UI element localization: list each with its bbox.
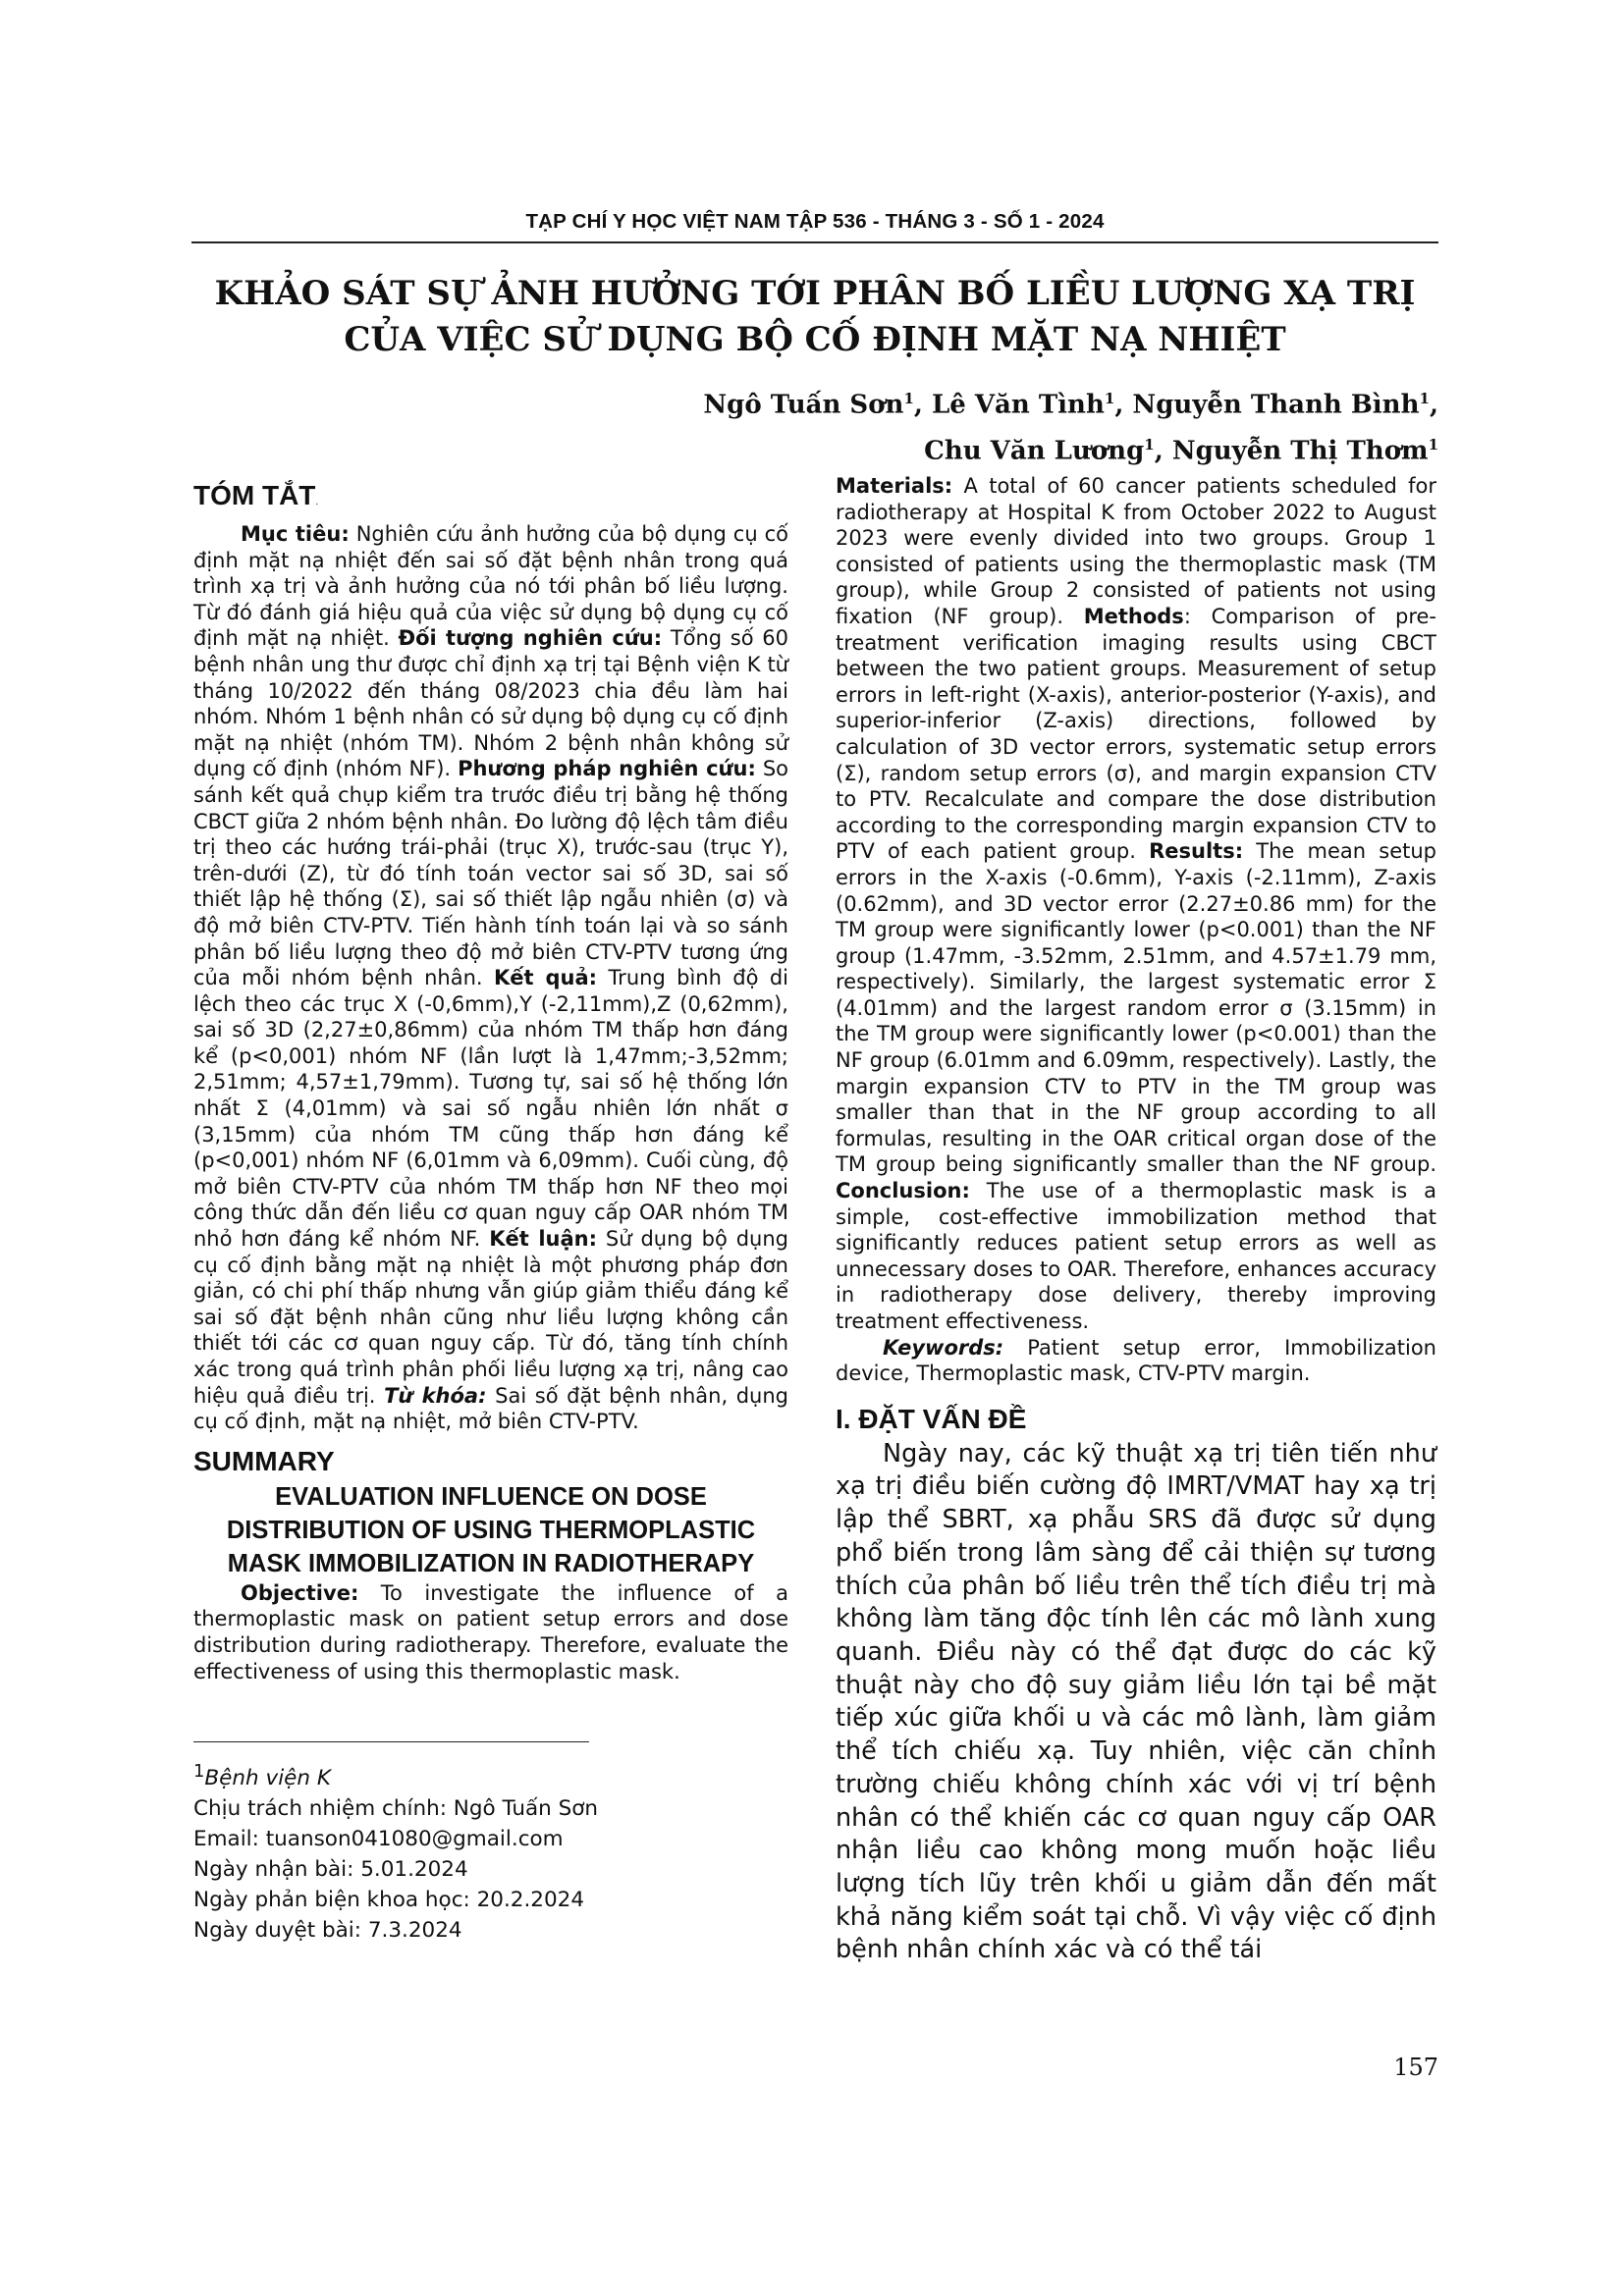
summary-results-label: Results: — [1149, 839, 1244, 864]
keywords-label: Từ khóa: — [384, 1383, 487, 1408]
affiliation-mark: 1 — [1419, 390, 1430, 407]
materials-text: A total of 60 cancer patients scheduled for radiotherapy at Hospital K from October 2022 to August 2023 were evenly divided into two groups. Group 1 consisted of patients using the thermoplastic mask (TM group), while Group 2 consisted of patients not using fixation (NF group). — [836, 474, 1436, 628]
summary-objective-label: Objective: — [241, 1580, 359, 1605]
keywords-text: Sai số đặt bệnh nhân, dụng cụ cố định, mặt nạ nhiệt, mở biên CTV-PTV. — [193, 1383, 789, 1434]
section-heading: I. ĐẶT VẤN ĐỀ — [836, 1403, 1027, 1434]
summary-objective-paragraph — [193, 1580, 788, 1684]
affiliation-mark: 1 — [1428, 435, 1438, 454]
objective-text: Nghiên cứu ảnh hưởng của bộ dụng cụ cố định mặt nạ nhiệt đến sai số đặt bệnh nhân trong quá trình xạ trị và ảnh hưởng của nó tới phân bố liều lượng. Từ đó đánh giá hiệu quả của việc sử dụng bộ dụng cụ cố định mặt nạ nhiệt. — [193, 522, 789, 651]
author-separator: , — [1114, 390, 1133, 420]
summary-keywords-label: Keywords: — [883, 1335, 1004, 1360]
received-date: Ngày nhận bài: 5.01.2024 — [193, 1857, 468, 1883]
author-separator: , — [1154, 436, 1172, 466]
title-line-2: CỦA VIỆC SỬ DỤNG BỘ CỐ ĐỊNH MẶT NẠ NHIỆT — [344, 320, 1286, 359]
results-text: Trung bình độ di lệch theo các trục X (-0,6mm),Y (-2,11mm),Z (0,62mm), sai số 3D (2,27±0,86mm) của nhóm TM thấp hơn đáng kể (p<0,001) nhóm NF (lần lượt là 1,47mm;-3,52mm; 2,51mm; 4,57±1,79mm). Tương tự, sai số hệ thống lớn nhất Σ (4,01mm) và sai số ngẫu nhiên lớn nhất σ (3,15mm) của nhóm TM cũng thấp hơn đáng kể (p<0,001) nhóm NF (6,01mm và 6,09mm). Cuối cùng, độ mở biên CTV-PTV của nhóm TM thấp hơn NF theo mọi công thức dẫn đến liều cơ quan nguy cấp OAR nhóm TM nhỏ hơn đáng kể nhóm NF. — [193, 966, 788, 1252]
summary-title-line-2: DISTRIBUTION OF USING THERMOPLASTIC — [226, 1516, 756, 1544]
right-column — [836, 473, 1436, 1967]
article-title — [191, 271, 1438, 363]
review-date: Ngày phản biện khoa học: 20.2.2024 — [193, 1888, 585, 1913]
abstract-vi-paragraph — [193, 521, 788, 1435]
left-column — [193, 477, 788, 1946]
affiliation-mark: 1 — [1104, 390, 1115, 407]
subjects-label: Đối tượng nghiên cứu: — [398, 626, 663, 651]
introduction-paragraph: Ngày nay, các kỹ thuật xạ trị tiên tiến như xạ trị điều biến cường độ IMRT/VMAT hay xạ trị lập thể SBRT, xạ phẫu SRS đã được sử dụng phổ biến trong lâm sàng để cải thiện sự tương thích của phân bố liều trên thể tích điều trị mà không làm tăng độc tính lên các mô lành xung quanh. Điều này có thể đạt được do các kỹ thuật này cho độ suy giảm liều lớn tại bề mặt tiếp xúc giữa khối u và các mô lành, làm giảm thể tích chiếu xạ. Tuy nhiên, việc căn chỉnh trường chiếu không chính xác với vị trí bệnh nhân có thể khiến các cơ quan nguy cấp OAR nhận liều cao không mong muốn hoặc liều lượng tích lũy trên khối u giảm dẫn đến mất khả năng kiểm soát tại chỗ. Vì vậy việc cố định bệnh nhân chính xác và có thể tái — [836, 1438, 1436, 1965]
subjects-text: Tổng số 60 bệnh nhân ung thư được chỉ định xạ trị tại Bệnh viện K từ tháng 10/2022 đến tháng 08/2023 chia đều làm hai nhóm. Nhóm 1 bệnh nhân có sử dụng bộ dụng cụ cố định mặt nạ nhiệt (nhóm TM). Nhóm 2 bệnh nhân không sử dụng cố định (nhóm NF). — [193, 626, 788, 781]
email: Email: tuanson041080@gmail.com — [193, 1827, 564, 1852]
affiliation-text: Bệnh viện K — [204, 1766, 331, 1791]
conclusion-label: Kết luận: — [489, 1227, 598, 1252]
affiliation-mark: 1 — [1144, 435, 1155, 454]
summary-keywords-text: Patient setup error, Immobilization device, Thermoplastic mask, CTV-PTV margin. — [836, 1335, 1436, 1386]
author-name: Lê Văn Tình — [931, 390, 1105, 420]
methods-text: So sánh kết quả chụp kiểm tra trước điều trị bằng hệ thống CBCT giữa 2 nhóm bệnh nhân. Đo lường độ lệch tâm điều trị theo các hướng trái-phải (trục X), trước-sau (trục Y), trên-dưới (Z), từ đó tính toán vector sai số 3D, sai số thiết lập hệ thống (Σ), sai số thiết lập ngẫu nhiên (σ) và độ mở biên CTV-PTV. Tiến hành tính toán lại và so sánh phân bố liều lượng theo độ mở biên CTV-PTV tương ứng của mỗi nhóm bệnh nhân. — [193, 757, 789, 990]
summary-methods-text: : Comparison of pre-treatment verification imaging results using CBCT between the two patient groups. Measurement of setup errors in left-right (X-axis), anterior-posterior (Y-axis), and superior-inferior (Z-axis) directions, followed by calculation of 3D vector errors, systematic setup errors (Σ), random setup errors (σ), and margin expansion CTV to PTV. Recalculate and compare the dose distribution according to the corresponding margin expansion CTV to PTV of each patient group. — [836, 604, 1436, 864]
footnote-rule — [193, 1741, 589, 1742]
summary-main-paragraph — [836, 473, 1436, 1335]
affiliation-mark: 1 — [193, 1761, 205, 1783]
abstract-heading-text: TÓM TẮT — [193, 480, 316, 510]
summary-heading: SUMMARY — [193, 1445, 335, 1476]
summary-title-line-1: EVALUATION INFLUENCE ON DOSE — [275, 1482, 707, 1511]
conclusion-text: Sử dụng bộ dụng cụ cố định bằng mặt nạ nhiệt là một phương pháp đơn giản, có chi phí thấp nhưng vẫn giúp giảm thiểu đáng kể sai số đặt bệnh nhân cũng như liều lượng không cần thiết tới các cơ quan nguy cấp. Từ đó, tăng tính chính xác trong quá trình phân phối liều lượng xạ trị, nâng cao hiệu quả điều trị. — [193, 1227, 789, 1408]
page-number: 157 — [1393, 2054, 1438, 2081]
author-name: Ngô Tuấn Sơn — [703, 390, 904, 420]
methods-label: Phương pháp nghiên cứu: — [458, 757, 756, 781]
summary-methods-label: Methods — [1083, 604, 1184, 628]
affiliation-mark: 1 — [903, 390, 914, 407]
author-list — [609, 379, 1438, 470]
author-separator: , — [1429, 390, 1438, 420]
objective-label: Mục tiêu: — [241, 522, 350, 546]
affiliation-note — [193, 1756, 788, 1793]
journal-header: TẠP CHÍ Y HỌC VIỆT NAM TẬP 536 - THÁNG 3 - SỐ 1 - 2024 — [525, 210, 1105, 233]
results-label: Kết quả: — [493, 966, 598, 990]
author-name: Nguyễn Thị Thơm — [1171, 436, 1429, 466]
author-name: Chu Văn Lương — [924, 436, 1145, 466]
header-rule — [191, 241, 1438, 243]
author-separator: , — [913, 390, 932, 420]
section-body — [836, 1438, 1436, 1967]
responsible-author: Chịu trách nhiệm chính: Ngô Tuấn Sơn — [193, 1796, 599, 1822]
summary-conclusion-label: Conclusion: — [836, 1179, 970, 1203]
accepted-date: Ngày duyệt bài: 7.3.2024 — [193, 1918, 462, 1944]
summary-results-text: The mean setup errors in the X-axis (-0.6mm), Y-axis (-2.11mm), Z-axis (0.62mm), and 3D vector error (2.27±0.86 mm) for the TM group were significantly lower (p<0.001) than the NF group (1.47mm, -3.52mm, 2.51mm, and 4.57±1.79 mm, respectively). Similarly, the largest systematic error Σ (4.01mm) and the largest random error σ (3.15mm) in the TM group were significantly lower (p<0.001) than the NF group (6.01mm and 6.09mm, respectively). Lastly, the margin expansion CTV to PTV in the TM group was smaller than that in the NF group according to all formulas, resulting in the OAR critical organ dose of the TM group being significantly smaller than the NF group. — [836, 839, 1437, 1177]
author-name: Nguyễn Thanh Bình — [1132, 390, 1420, 420]
title-line-1: KHẢO SÁT SỰ ẢNH HƯỞNG TỚI PHÂN BỐ LIỀU LƯỢNG XẠ TRỊ — [214, 274, 1416, 313]
footnote — [193, 1756, 788, 1946]
summary-title-line-3: MASK IMMOBILIZATION IN RADIOTHERAPY — [227, 1549, 755, 1577]
author-line-1 — [609, 379, 1438, 425]
abstract-heading — [193, 477, 788, 521]
materials-label: Materials: — [836, 474, 953, 498]
summary-conclusion-text: The use of a thermoplastic mask is a simple, cost-effective immobilization method that significantly reduces patient setup errors as well as unnecessary doses to OAR. Therefore, enhances accuracy in radiotherapy dose delivery, thereby improving treatment effectiveness. — [836, 1179, 1436, 1333]
author-line-2 — [609, 425, 1438, 471]
summary-keywords — [836, 1335, 1436, 1387]
summary-objective-text: To investigate the influence of a thermoplastic mask on patient setup errors and dose distribution during radiotherapy. Therefore, evaluate the effectiveness of using this thermoplastic mask. — [193, 1580, 788, 1683]
heading-mark: . — [315, 497, 319, 507]
